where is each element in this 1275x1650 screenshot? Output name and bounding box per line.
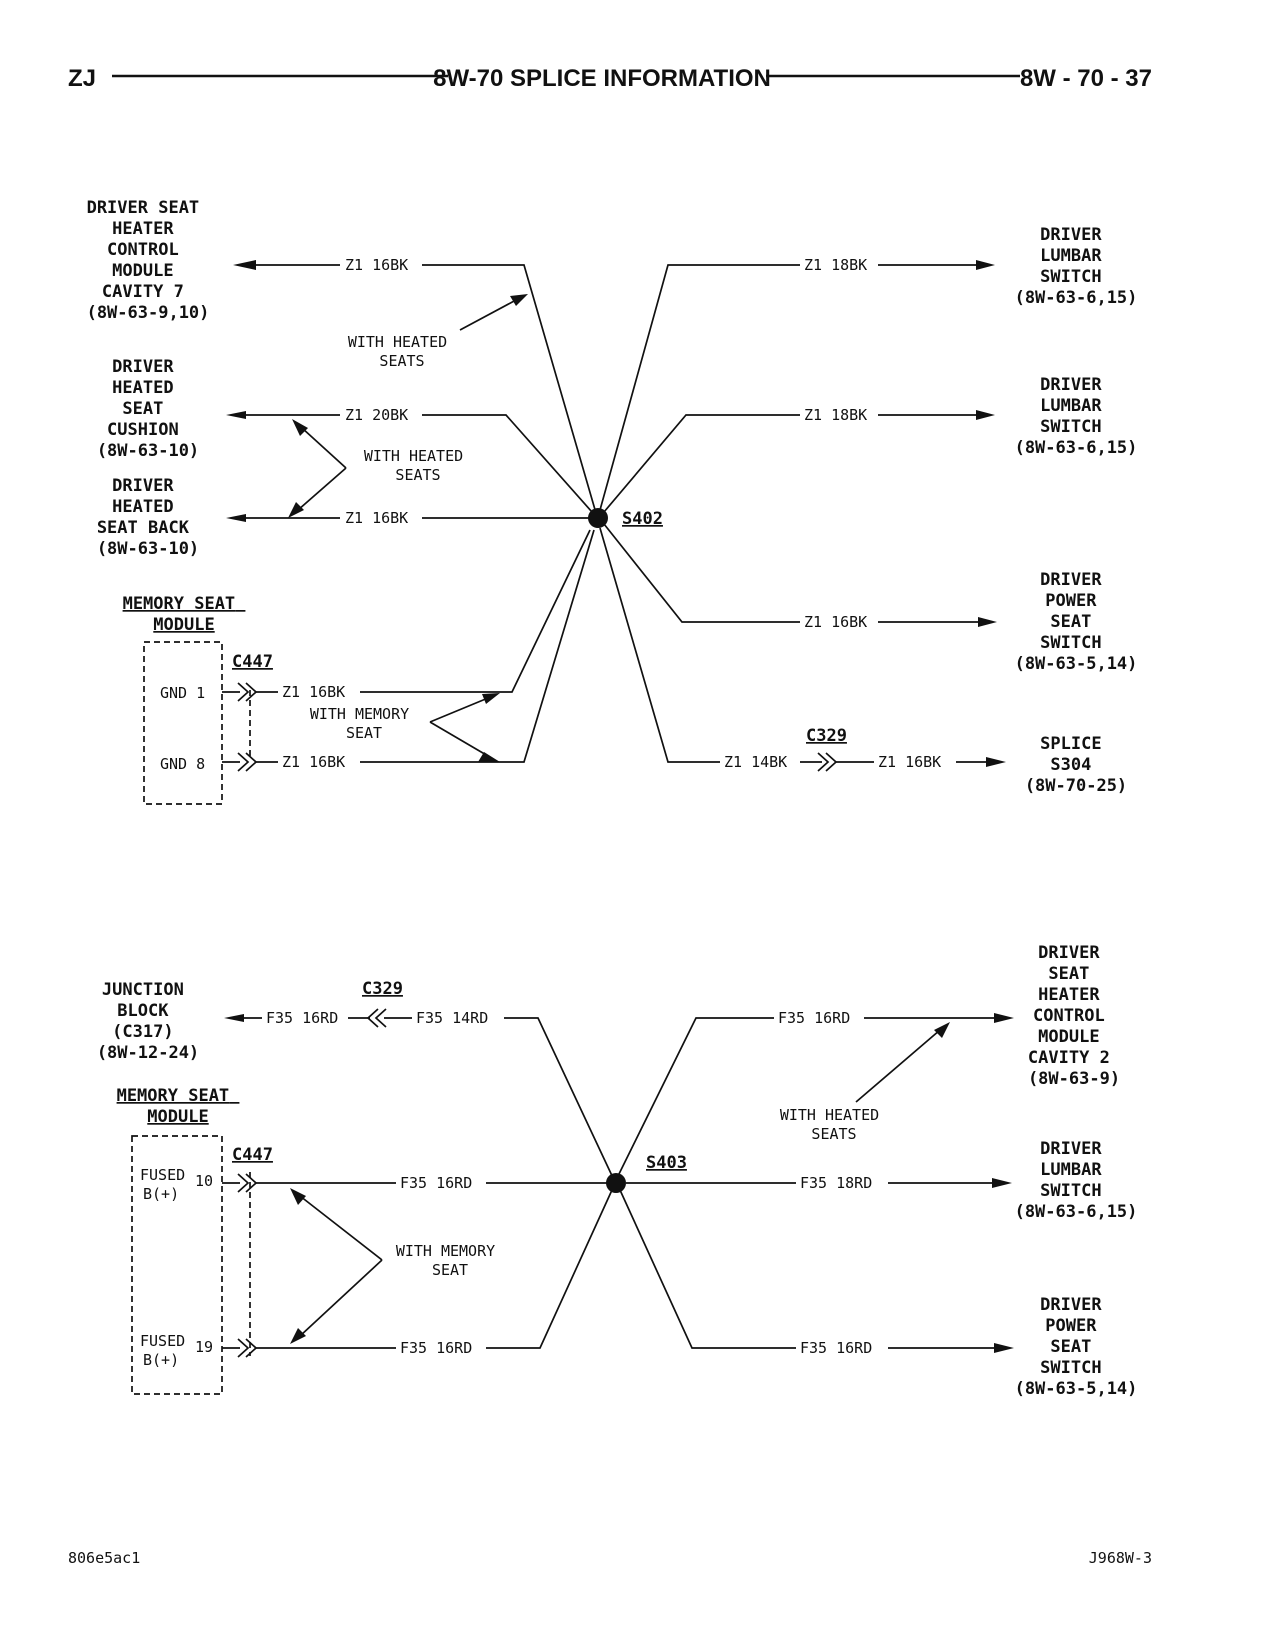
wire-label-f35-16rd-junction: F35 16RD [266, 1009, 339, 1027]
splice-s403-diagram [97, 943, 1138, 1399]
splice-s402-diagram [87, 198, 1138, 804]
wire-label-z1-20bk: Z1 20BK [345, 406, 409, 424]
wire-label-f35-14rd: F35 14RD [416, 1009, 489, 1027]
wire-label-z1-16bk-heater: Z1 16BK [345, 256, 409, 274]
footer-image-code: 806e5ac1 [68, 1549, 141, 1567]
component-seat-back: DRIVER HEATED SEAT BACK (8W-63-10) [96, 476, 200, 559]
component-seat-cushion: DRIVER HEATED SEAT CUSHION (8W-63-10) [96, 357, 200, 461]
wire-label-f35-16rd-fused19: F35 16RD [400, 1339, 473, 1357]
pin-gnd8: GND 8 [160, 755, 206, 773]
splice-label-s403: S403 [646, 1153, 687, 1173]
splice-label-s402: S402 [622, 509, 663, 529]
pin-number-19: 19 [195, 1338, 214, 1356]
wire-label-z1-14bk: Z1 14BK [724, 753, 788, 771]
pin-fused-b-10: FUSED B(+) [140, 1166, 186, 1203]
component-lumbar-switch-1: DRIVER LUMBAR SWITCH (8W-63-6,15) [1014, 225, 1138, 308]
page-footer [68, 1549, 1152, 1567]
wire-label-z1-18bk-lumbar2: Z1 18BK [804, 406, 868, 424]
wire-label-f35-16rd-fused10: F35 16RD [400, 1174, 473, 1192]
component-power-seat-switch-s402: DRIVER POWER SEAT SWITCH (8W-63-5,14) [1014, 570, 1138, 674]
wire-label-z1-16bk-powerseat: Z1 16BK [804, 613, 868, 631]
component-lumbar-switch-2: DRIVER LUMBAR SWITCH (8W-63-6,15) [1014, 375, 1138, 458]
note-with-heated-seats-2: WITH HEATED SEATS [363, 447, 464, 484]
component-memory-seat-module-s402: MEMORY SEAT MODULE [122, 594, 236, 635]
wire-label-z1-16bk-gnd8: Z1 16BK [282, 753, 346, 771]
component-lumbar-switch-s403: DRIVER LUMBAR SWITCH (8W-63-6,15) [1014, 1139, 1138, 1222]
component-memory-seat-module-s403: MEMORY SEAT MODULE [116, 1086, 230, 1127]
component-heater-module-s403: DRIVER SEAT HEATER CONTROL MODULE CAVITY 2 (8W-63-9) [1027, 943, 1121, 1089]
connector-c447-s403: C447 [232, 1145, 273, 1165]
connector-c329-s403: C329 [362, 979, 403, 999]
pin-gnd1: GND 1 [160, 684, 206, 702]
header-model: ZJ [68, 65, 97, 92]
note-with-heated-seats-s403: WITH HEATED SEATS [779, 1106, 880, 1143]
connector-c447-s402: C447 [232, 652, 273, 672]
header-title: 8W-70 SPLICE INFORMATION [433, 65, 771, 92]
splice-dot-s403 [606, 1173, 626, 1193]
wire-label-f35-16rd-powerseat: F35 16RD [800, 1339, 873, 1357]
wire-label-f35-16rd-heater: F35 16RD [778, 1009, 851, 1027]
page-header [68, 65, 1152, 92]
wire-label-z1-18bk-lumbar1: Z1 18BK [804, 256, 868, 274]
wire-label-z1-16bk-gnd1: Z1 16BK [282, 683, 346, 701]
pin-fused-b-19: FUSED B(+) [140, 1332, 186, 1369]
component-power-seat-switch-s403: DRIVER POWER SEAT SWITCH (8W-63-5,14) [1014, 1295, 1138, 1399]
component-heater-module-s402: DRIVER SEAT HEATER CONTROL MODULE CAVITY 7 (8W-63-9,10) [86, 198, 210, 323]
note-with-memory-seat-s403: WITH MEMORY SEAT [395, 1242, 496, 1279]
wire-label-z1-16bk-seatback: Z1 16BK [345, 509, 409, 527]
connector-c329-s402: C329 [806, 726, 847, 746]
memory-seat-module-box-s402 [144, 642, 222, 804]
note-with-heated-seats-1: WITH HEATED SEATS [347, 333, 448, 370]
component-junction-block: JUNCTION BLOCK (C317) (8W-12-24) [96, 980, 200, 1063]
footer-drawing-code: J968W-3 [1088, 1549, 1152, 1567]
wire-label-z1-16bk-s304: Z1 16BK [878, 753, 942, 771]
note-with-memory-seat-s402: WITH MEMORY SEAT [309, 705, 410, 742]
header-page-number: 8W - 70 - 37 [1019, 65, 1152, 92]
wire-label-f35-18rd: F35 18RD [800, 1174, 873, 1192]
component-splice-s304: SPLICE S304 (8W-70-25) [1024, 734, 1128, 796]
pin-number-10: 10 [195, 1172, 214, 1190]
